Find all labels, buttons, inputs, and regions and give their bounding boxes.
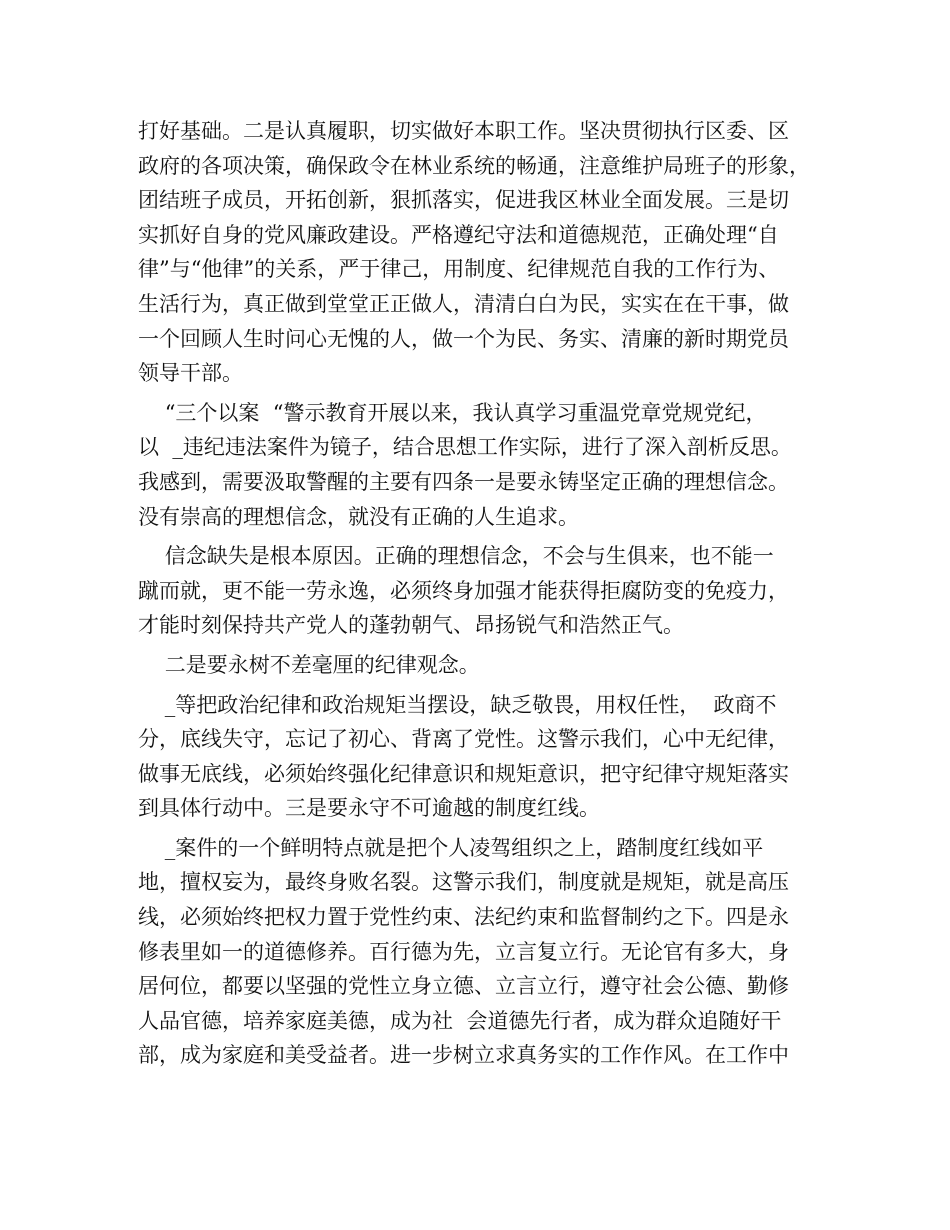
text-line: 政府的各项决策，确保政令在林业系统的畅通，注意维护局班子的形象， <box>138 153 810 178</box>
text-line: 地，擅权妄为，最终身败名裂。这警示我们，制度就是规矩，就是高压 <box>138 870 789 895</box>
text-line: 居何位，都要以坚强的党性立身立德、立言立行，遵守社会公德、勤修 <box>138 974 789 999</box>
text-line: 领导干部。 <box>138 361 243 386</box>
text-line: 信念缺失是根本原因。正确的理想信念，不会与生俱来，也不能一 <box>138 544 774 569</box>
text-line: “三个以案 “警示教育开展以来，我认真学习重温党章党规党纪， <box>138 400 767 425</box>
text-line: 实抓好自身的党风廉政建设。严格遵纪守法和道德规范，正确处理“自 <box>138 222 779 247</box>
text-line: 生活行为，真正做到堂堂正正做人，清清白白为民，实实在在干事，做 <box>138 291 789 316</box>
text-line: 律”与“他律”的关系，严于律己，用制度、纪律规范自我的工作行为、 <box>138 257 780 282</box>
text-line: 以 _违纪违法案件为镜子，结合思想工作实际，进行了深入剖析反思。 <box>138 435 792 460</box>
text-line: 修表里如一的道德修养。百行德为先，立言复立行。无论官有多大，身 <box>138 939 789 964</box>
text-line: 一个回顾人生时问心无愧的人，做一个为民、务实、清廉的新时期党员 <box>138 326 789 351</box>
text-line: 团结班子成员，开拓创新，狠抓落实，促进我区林业全面发展。三是切 <box>138 188 789 213</box>
text-line: 线，必须始终把权力置于党性约束、法纪约束和监督制约之下。四是永 <box>138 905 789 930</box>
text-line: 才能时刻保持共产党人的蓬勃朝气、昂扬锐气和浩然正气。 <box>138 613 684 638</box>
text-line: 人品官德，培养家庭美德，成为社 会道德先行者，成为群众追随好干 <box>138 1008 782 1033</box>
text-line: 部，成为家庭和美受益者。进一步树立求真务实的工作作风。在工作中 <box>138 1043 789 1068</box>
text-line: 到具体行动中。三是要永守不可逾越的制度红线。 <box>138 796 600 821</box>
text-line: 打好基础。二是认真履职，切实做好本职工作。坚决贯彻执行区委、区 <box>138 119 789 143</box>
text-line: 做事无底线，必须始终强化纪律意识和规矩意识，把守纪律守规矩落实 <box>138 761 789 786</box>
text-line: 蹴而就，更不能一劳永逸，必须终身加强才能获得拒腐防变的免疫力， <box>138 578 789 603</box>
text-line: 没有崇高的理想信念，就没有正确的人生追求。 <box>138 504 579 529</box>
text-line: 我感到，需要汲取警醒的主要有四条一是要永铸坚定正确的理想信念。 <box>138 469 789 494</box>
text-line: _等把政治纪律和政治规矩当摆设，缺乏敬畏，用权任性， 政商不 <box>138 692 777 717</box>
text-line: 二是要永树不差毫厘的纪律观念。 <box>138 652 480 677</box>
body-text <box>138 114 828 1073</box>
text-line: _案件的一个鲜明特点就是把个人凌驾组织之上，踏制度红线如平 <box>138 835 764 860</box>
text-line: 分，底线失守，忘记了初心、背离了党性。这警示我们，心中无纪律， <box>138 727 789 752</box>
